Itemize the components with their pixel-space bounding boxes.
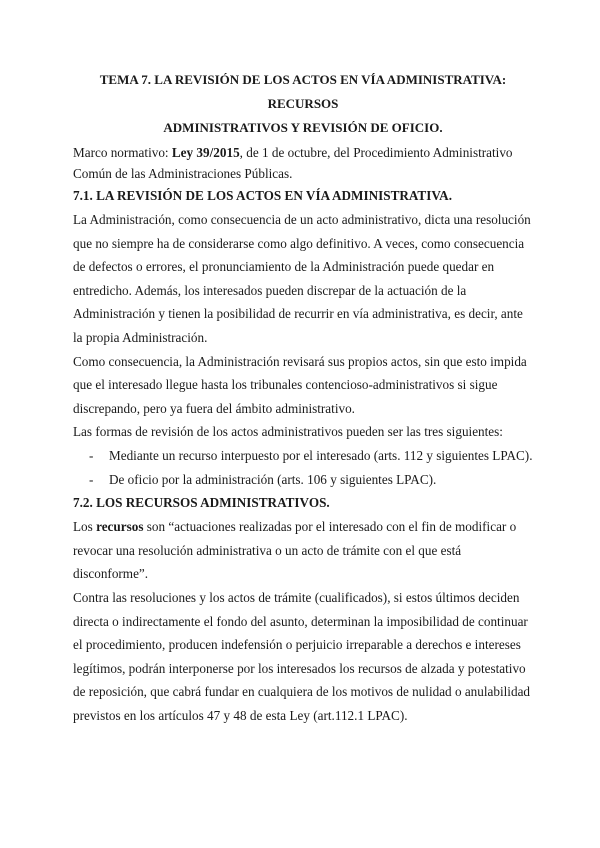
list-item-text: Mediante un recurso interpuesto por el interesado (arts. 112 y siguientes LPAC). — [109, 447, 533, 463]
list-item — [73, 444, 533, 468]
dash-bullet: - — [89, 447, 94, 463]
definition-text: son “actuaciones realizadas por el interesado con el fin de modificar o revocar una resolución administrativa o un acto de trámite con el que está disconforme”. — [73, 519, 517, 582]
document-body — [73, 68, 533, 727]
list-item-text: De oficio por la administración (arts. 106 y siguientes LPAC). — [109, 471, 437, 487]
marco-law: Ley 39/2015 — [171, 145, 240, 160]
section-1-paragraph-2: Como consecuencia, la Administración revisará sus propios actos, sin que esto impida que el interesado llegue hasta los tribunales contencioso-administrativos si sigue discrepando, pero ya fuera del ámbito administrativo. — [73, 353, 527, 416]
dash-bullet: - — [89, 471, 94, 487]
section-1-paragraph-3: Las formas de revisión de los actos administrativos pueden ser las tres siguientes: — [73, 424, 503, 440]
section-2-paragraph-2: Contra las resoluciones y los actos de trámite (cualificados), si estos últimos deciden directa o indirectamente el fondo del asunto, determinan la imposibilidad de continuar el procedimiento, producen indefensión o perjuicio irreparable a derechos e intereses legítimos, podrán interponerse por los interesados los recursos de alzada y potestativo de reposición, que cabrá fundar en cualquiera de los motivos de nulidad o anulabilidad previstos en los artículos 47 y 48 de esta Ley (art.112.1 LPAC). — [73, 589, 531, 723]
marco-prefix: Marco normativo: — [73, 145, 172, 160]
title-line-2: ADMINISTRATIVOS Y REVISIÓN DE OFICIO. — [163, 120, 443, 135]
title-line-1: TEMA 7. LA REVISIÓN DE LOS ACTOS EN VÍA ADMINISTRATIVA: RECURSOS — [99, 72, 507, 111]
definition-prefix: Los — [73, 519, 97, 535]
marco-suffix: , de 1 de octubre, del Procedimiento Administrativo Común de las Administraciones Públicas. — [73, 145, 513, 181]
document-title — [73, 68, 533, 140]
section-1-paragraph-1: La Administración, como consecuencia de un acto administrativo, dicta una resolución que no siempre ha de considerarse como algo definitivo. A veces, como consecuencia de defectos o errores, el pronunciamiento de la Administración puede quedar en entredicho. Además, los interesados pueden discrepar de la actuación de la Administración y tienen la posibilidad de recurrir en vía administrativa, es decir, ante la propia Administración. — [73, 212, 531, 345]
recursos-definition — [73, 515, 533, 586]
marco-normativo — [73, 142, 533, 184]
section-2-heading: 7.2. LOS RECURSOS ADMINISTRATIVOS. — [73, 495, 330, 511]
revision-forms-list — [73, 444, 533, 491]
section-1-heading: 7.1. LA REVISIÓN DE LOS ACTOS EN VÍA ADMINISTRATIVA. — [73, 188, 452, 203]
list-item — [73, 468, 533, 492]
definition-term: recursos — [96, 519, 144, 535]
